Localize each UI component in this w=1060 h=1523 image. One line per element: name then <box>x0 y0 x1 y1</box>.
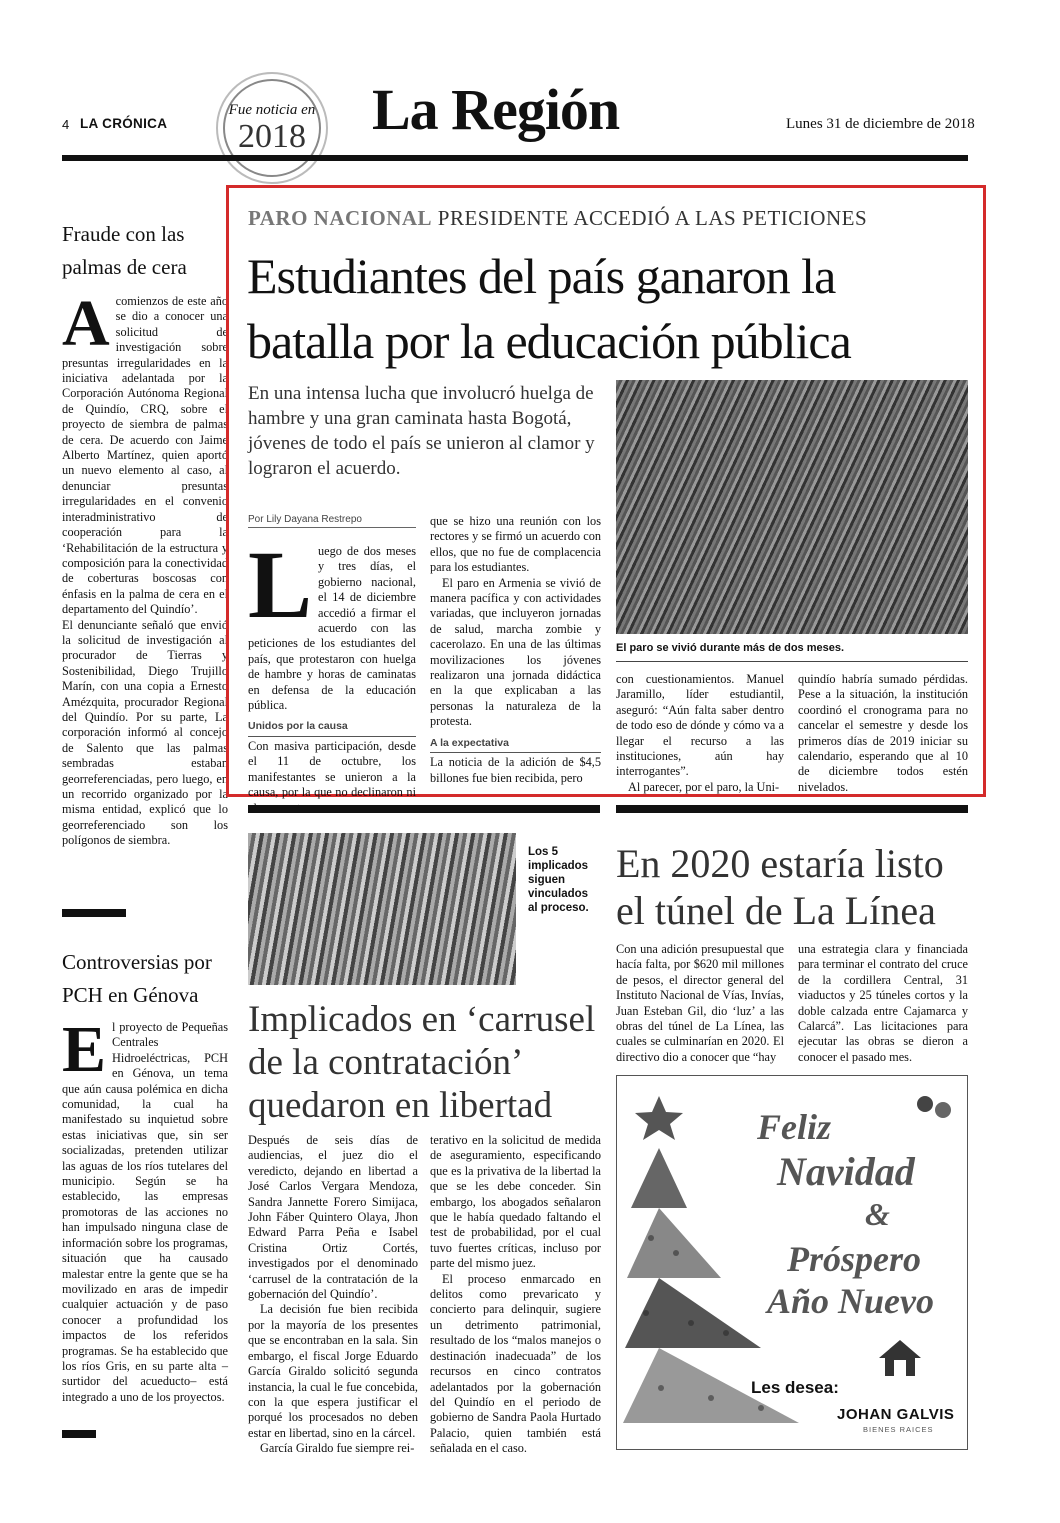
ad-ampersand: & <box>865 1196 890 1232</box>
lead-photo-protest <box>616 380 968 634</box>
sidebar-story-fraude <box>62 218 228 849</box>
ad-brand: JOHAN GALVIS <box>837 1406 955 1423</box>
header-rule <box>62 155 968 161</box>
lead-col3: con cuestionamientos. Manuel Jaramillo, líder estudiantil, aseguró: “Aún falta saber dentro de todo eso de dónde y cómo va a llegar el recurso a las instituciones, aún hay interrogantes”. Al parecer, por el paro, la Uni- <box>616 672 784 794</box>
sidebar-divider <box>62 1430 96 1438</box>
sidebar-story-pch <box>62 946 228 1405</box>
ad-greeting-prospero: Próspero <box>787 1239 921 1279</box>
section-title: La Región <box>372 77 620 142</box>
carrusel-photo-caption: Los 5 implicados siguen vinculados al proceso. <box>528 846 589 914</box>
issue-date: Lunes 31 de diciembre de 2018 <box>786 116 975 132</box>
tunel-headline: En 2020 estaría listo el túnel de La Línea <box>616 841 944 933</box>
tunel-col1: Con una adición presupuestal que hacía falta, por $620 mil millones de pesos, el director general del Instituto Nacional de Vías, Invías, Juan Esteban Gil, dio ‘luz’ a las obras del túnel de La Línea, las cuales se culminarían en 2020. El directivo dio a conocer que “hay <box>616 942 784 1064</box>
year-badge <box>216 72 328 184</box>
lead-kicker <box>248 206 867 231</box>
drop-cap: E <box>62 1013 107 1086</box>
lead-col1: L uego de dos meses y tres días, el gobierno nacional, el 14 de diciembre accedió a firmar el acuerdo con las peticiones de los estudiantes del país, que protestaron con huelga de hambre y horas de caminatas en defensa de la educación pública. Unidos por la causa Con masiva participación, desde el 11 de octubre, los manifestantes se unieron a la causa, por la que no declinaron ni <box>248 531 416 800</box>
ad-desea: Les desea: <box>751 1378 839 1397</box>
story-title: Fraude con las palmas de cera <box>62 222 187 279</box>
house-logo-icon <box>877 1338 923 1378</box>
badge-line2: 2018 <box>238 118 306 155</box>
ad-greeting-navidad: Navidad <box>777 1149 915 1194</box>
carrusel-col1: Después de seis días de audiencias, el juez dio el veredicto, dejando en libertad a José Carlos Vergara Mendoza, Sandra Jannette Forero Simijaca, John Fáber Quintero Olaya, Jhon Edward Parra Peña e Isabel Cristina Ortiz Cortés, investigados por el denominado ‘carrusel de la contratación de la gobernación del Quindío’. La decisión fue bien recibida por la mayoría de los presentes que se encontraban en la sala. Sin embargo, el fiscal Jorge Eduardo García Giraldo solicitó segunda instancia, la cual le fue concebida, con la que espera justificar el porqué los procesados no deben estar en libertad, sino en la cárcel. García Giraldo fue siempre rei- <box>248 1133 418 1456</box>
tree-star-icon <box>635 1096 683 1140</box>
story-title: Controversias por PCH en Génova <box>62 950 212 1007</box>
carrusel-photo <box>248 833 516 985</box>
ornament-icon <box>935 1102 951 1118</box>
story-body: A comienzos de este año se dio a conocer una solicitud de investigación sobre presuntas irregularidades en la iniciativa adelantada por la Corporación Autónoma Regional de Quindío, CRQ, sobre el proyecto de siembra de palmas de cera. De acuerdo con Jaime Alberto Martínez, quien aportó un nuevo elemento al caso, al denunciar presuntas irregularidades en el convenio interadministrativo de cooperación para la ‘Rehabilitación de la estructura y composición para la conectividad de coberturas boscosas con énfasis en la palma de cera en el departamento del Quindío’. El denunciante señaló que envió la solicitud de investigación al procurador de Tierras y Sostenibilidad, Diego Trujillo Marín, con una copia a Ernesto Amézquita, procurador Regional del Quindío. Por su parte, La corporación informó al concejo de Salento que las palmas sembradas estaban georreferenciadas, pero luego, en un recorrido organizado por la misma entidad, explicó que lo georreferenciado son los polígonos de siembra. <box>62 287 228 848</box>
tunel-col2: una estrategia clara y financiada para terminar el contrato del cruce de la cordillera Central, 31 viaductos y 25 túneles cortos y la doble calzada entre Cajamarca y Calarcá”. Las licitaciones para ejecutar las obras se dieron a conocer el pasado mes. <box>798 942 968 1064</box>
ad-greeting-feliz: Feliz <box>757 1107 832 1147</box>
lead-deck: En una intensa lucha que involucró huelga de hambre y una gran caminata hasta Bogotá, jóvenes de todo el país se unieron al clamor y lograron el acuerdo. <box>248 383 595 479</box>
ornament-icon <box>917 1096 933 1112</box>
lead-byline: Por Lily Dayana Restrepo <box>248 514 416 528</box>
badge-line1: Fue noticia en <box>228 102 316 118</box>
ad-greeting-ano-nuevo: Año Nuevo <box>767 1281 935 1321</box>
paper-name: LA CRÓNICA <box>80 116 168 131</box>
christmas-ad <box>616 1075 968 1450</box>
carrusel-col2: terativo en la solicitud de medida de aseguramiento, especificando que es la privativa de la libertad la que se les debe conceder. Sin embargo, los abogados señalaron que le había quedado faltando el test de probabilidad, por el cual tuvo fuertes críticas, incluso por parte del mismo juez. El proceso enmarcado en delitos como prevaricato y concierto para delinquir, sugiere un detrimento patrimonial, resultado de los “malos manejos o destinación inadecuada” de los recursos en cinco contratos adelantados por la gobernación del Quindío en el periodo de gobierno de Sandra Paola Hurtado Palacio, quien también está señalada en el caso. <box>430 1133 601 1456</box>
carrusel-headline: Implicados en ‘carrusel de la contratación’ quedaron en libertad <box>248 999 596 1126</box>
lead-photo-caption: El paro se vivió durante más de dos meses. <box>616 642 845 654</box>
section-rule <box>616 805 968 813</box>
subhead: A la expectativa <box>430 736 601 753</box>
section-rule <box>248 805 600 813</box>
sidebar-divider <box>62 909 126 917</box>
caption-rule <box>616 661 968 662</box>
lead-col2: que se hizo una reunión con los rectores y se firmó un acuerdo con ellos, que no fue de complacencia para los estudiantes. El paro en Armenia se vivió de manera pacífica y con actividades variadas, que incluyeron jornadas de salud, marcha zombie y cacerolazo. En una de las últimas movilizaciones los jóvenes realizaron una jornada didáctica en la que explicaban a las personas la naturaleza de la protesta. A la expectativa La noticia de la adición de $4,5 billones fue bien recibida, pero <box>430 514 601 785</box>
ad-brand-sub: BIENES RAICES <box>863 1425 934 1434</box>
drop-cap: L <box>248 531 313 638</box>
page-number: 4 <box>62 117 70 132</box>
lead-headline-line1: Estudiantes del país ganaron la <box>247 248 836 304</box>
kicker-bold: PARO NACIONAL <box>248 206 433 230</box>
kicker-rest: PRESIDENTE ACCEDIÓ A LAS PETICIONES <box>437 206 868 230</box>
drop-cap: A <box>62 287 110 360</box>
lead-headline-line2: batalla por la educación pública <box>247 313 851 369</box>
lead-col4: quindío habría sumado pérdidas. Pese a la situación, la institución coordinó el cronograma para no cancelar el semestre y desde los primeros días de 2019 iniciar su calendario, esperando que al 10 de diciembre todos estén nivelados. <box>798 672 968 794</box>
subhead: Unidos por la causa <box>248 719 416 736</box>
story-body: E l proyecto de Pequeñas Centrales Hidroeléctricas, PCH en Génova, un tema que aún causa polémica en dicha comunidad, la cual ha manifestado su inquietud sobre estas iniciativas que, sin ser socializadas, pretenden utilizar las aguas de los ríos tutelares del municipio. Según se ha establecido, las empresas promotoras de las acciones no han impulsado ninguna clase de información sobre los programas, situación que ha causado malestar entre la gente que se ha movilizado en aras de impedir cualquier actuación y de paso conocer a profundidad los impactos de los referidos programas. Se ha establecido que los ríos Gris, en su parte alta –surtidor del acueducto– está integrado a uno de los proyectos. <box>62 1013 228 1404</box>
